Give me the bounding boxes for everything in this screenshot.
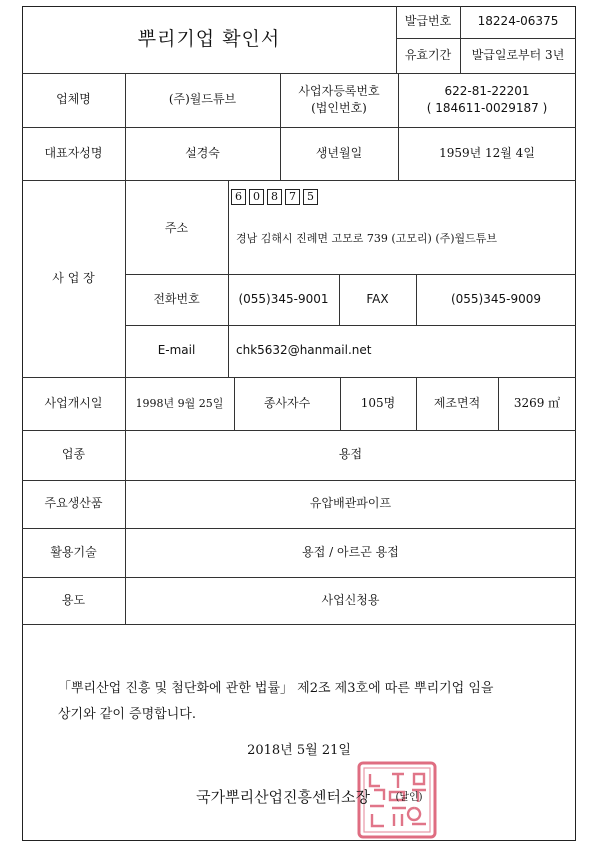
validity-label: 유효기간 — [404, 47, 452, 62]
registration-number-value — [398, 73, 576, 127]
fax-label: FAX — [366, 291, 389, 306]
main-product-value: 유압배관파이프 — [309, 496, 392, 511]
start-date-label: 사업개시일 — [44, 395, 103, 410]
floor-area-value: 3269 ㎡ — [513, 395, 561, 410]
employees-value: 105명 — [360, 395, 396, 410]
address-value: 경남 김해시 진례면 고모로 739 (고모리) (주)월드튜브 — [236, 232, 498, 246]
registration-value-line2: ( 184611-0029187 ) — [426, 101, 548, 115]
representative-value: 설경숙 — [185, 145, 220, 160]
postal-digit: 6 — [231, 189, 246, 205]
issuer-name: 국가뿌리산업진흥센터소장 — [196, 788, 370, 807]
industry-label: 업종 — [61, 447, 86, 462]
email-value: chk5632@hanmail.net — [236, 343, 372, 358]
postal-digit: 7 — [285, 189, 300, 205]
technology-label: 활용기술 — [50, 544, 97, 559]
business-site-label: 사 업 장 — [52, 270, 95, 285]
company-name-value: (주)월드튜브 — [168, 92, 237, 107]
purpose-label: 용도 — [61, 592, 86, 607]
technology-value: 용접 / 아르곤 용접 — [302, 544, 399, 559]
employees-label: 종사자수 — [263, 395, 311, 410]
representative-label: 대표자성명 — [44, 145, 103, 160]
company-name-label: 업체명 — [56, 92, 91, 107]
issue-date: 2018년 5월 21일 — [247, 742, 351, 758]
registration-number-label — [280, 73, 398, 127]
purpose-value: 사업신청용 — [321, 592, 380, 607]
certification-statement — [58, 676, 568, 728]
postal-digit: 0 — [249, 189, 264, 205]
fax-value: (055)345-9009 — [450, 291, 542, 306]
email-label: E-mail — [157, 343, 196, 358]
postal-code-boxes — [231, 189, 318, 205]
phone-label: 전화번호 — [153, 291, 200, 306]
issue-number-value: 18224-06375 — [477, 14, 559, 29]
postal-digit: 5 — [303, 189, 318, 205]
registration-label-line2: (법인번호) — [311, 101, 367, 115]
registration-value-line1: 622-81-22201 — [444, 83, 530, 98]
postal-digit: 8 — [267, 189, 282, 205]
industry-value: 용접 — [338, 447, 363, 462]
phone-value: (055)345-9001 — [238, 291, 329, 306]
statement-line: 상기와 같이 증명합니다. — [58, 707, 196, 722]
birthdate-label: 생년월일 — [315, 145, 363, 160]
statement-line: 「뿌리산업 진흥 및 첨단화에 관한 법률」 제2조 제3호에 따른 뿌리기업 임을 — [58, 681, 494, 696]
document-title: 뿌리기업 확인서 — [137, 27, 281, 50]
main-product-label: 주요생산품 — [44, 496, 103, 511]
row-divider — [22, 624, 576, 625]
validity-value: 발급일로부터 3년 — [471, 47, 565, 62]
start-date-value: 1998년 9월 25일 — [135, 396, 224, 410]
birthdate-value: 1959년 12월 4일 — [439, 145, 535, 160]
registration-label-line1: 사업자등록번호 — [298, 83, 380, 98]
seal-label: (날인) — [395, 791, 423, 803]
issue-number-label: 발급번호 — [404, 14, 452, 29]
address-label: 주소 — [164, 221, 189, 235]
floor-area-label: 제조면적 — [433, 395, 481, 410]
